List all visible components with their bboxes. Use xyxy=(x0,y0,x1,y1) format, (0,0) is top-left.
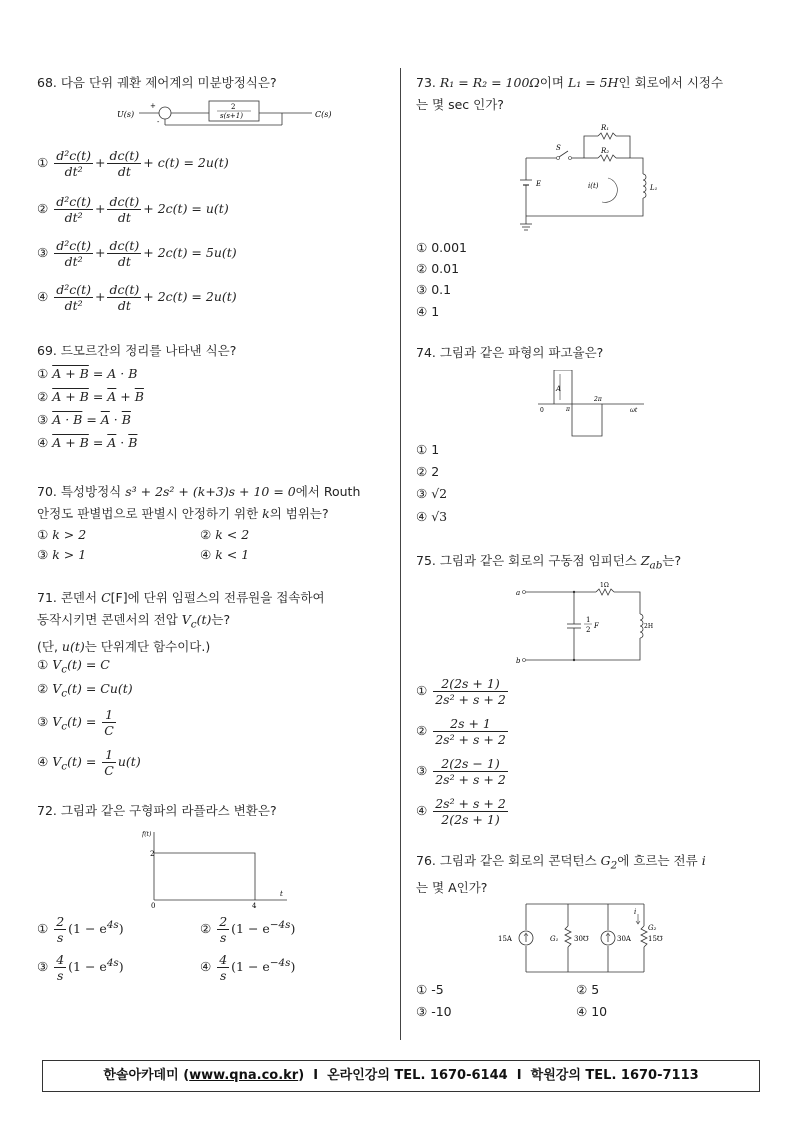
option-mark: ① xyxy=(37,657,49,672)
d2-denominator: dt² xyxy=(64,210,83,225)
text: 는? xyxy=(662,553,682,568)
d2-denominator: dt² xyxy=(64,298,83,313)
exponent: −4s xyxy=(269,918,291,931)
d2-numerator: d²c(t) xyxy=(56,238,91,253)
question-70 xyxy=(37,481,387,562)
option-mark: ③ xyxy=(37,959,49,974)
operator: · xyxy=(109,412,122,427)
z-symbol: Z xyxy=(640,553,650,568)
g2-label: G₂ xyxy=(648,924,657,932)
d1-denominator: dt xyxy=(117,254,131,269)
option-4[interactable] xyxy=(416,796,510,827)
g1-value: 30℧ xyxy=(574,935,589,943)
option-text: 1 xyxy=(431,442,440,457)
capacitance-c: C xyxy=(101,590,111,605)
switch-label: S xyxy=(556,144,561,152)
option-1[interactable] xyxy=(37,525,86,545)
vc-symbol: V xyxy=(52,681,62,696)
question-69 xyxy=(37,340,387,450)
option-rhs: = Cu(t) xyxy=(85,681,133,696)
frac-denominator: 2s² + s + 2 xyxy=(435,732,506,747)
expr-lhs: A + B xyxy=(52,389,89,404)
frac-denominator: 2(2s + 1) xyxy=(441,812,500,827)
option-mark: ② xyxy=(37,681,49,696)
paren: ) xyxy=(290,921,296,936)
equals: = xyxy=(86,412,97,427)
frac-denominator: 2s² + s + 2 xyxy=(435,692,506,707)
option-mark: ③ xyxy=(37,245,49,260)
terminal-a-label: a xyxy=(516,589,521,597)
source1-label: 15A xyxy=(498,935,512,943)
question-line-2 xyxy=(37,609,387,636)
option-rhs: = xyxy=(85,714,97,729)
feedback-block-diagram xyxy=(117,98,377,126)
frac-numerator: 2s² + s + 2 xyxy=(435,796,506,811)
variable-k: k xyxy=(262,506,270,521)
g-symbol: G xyxy=(600,853,611,868)
operator: + xyxy=(116,389,135,404)
option-1[interactable] xyxy=(416,238,467,258)
option-text: 0.001 xyxy=(431,240,467,255)
expr-lhs: A · B xyxy=(52,412,83,427)
option-mark: ③ xyxy=(37,714,49,729)
option-mark: ② xyxy=(37,389,49,404)
text: 동작시키면 콘덴서의 전압 xyxy=(37,612,178,627)
option-mark: ② xyxy=(416,261,428,276)
tf-denominator: s(s+1) xyxy=(220,112,243,120)
var-b-bar: $\overline{B}$ xyxy=(128,435,138,450)
option-4[interactable] xyxy=(37,433,137,453)
option-3[interactable] xyxy=(37,707,118,738)
cap-numerator: 1 xyxy=(586,616,591,624)
cap-denominator: 2 xyxy=(586,626,591,634)
online-phone: 온라인강의 TEL. 1670-6144 xyxy=(327,1068,508,1083)
option-text: -10 xyxy=(431,1004,452,1019)
g2-value: 15℧ xyxy=(648,935,663,943)
equation-rhs: + 2c(t) = 2u(t) xyxy=(143,289,237,304)
vc-argument: (t) xyxy=(67,754,82,769)
vc-subscript: c xyxy=(61,687,68,700)
option-mark: ① xyxy=(37,921,49,936)
vc-argument: (t) xyxy=(67,714,82,729)
amplitude-label: A xyxy=(556,385,562,393)
question-line-2 xyxy=(37,503,387,525)
input-label: U(s) xyxy=(117,110,135,119)
var-b-bar: $\overline{B}$ xyxy=(121,412,131,427)
option-1[interactable] xyxy=(37,364,137,384)
question-73 xyxy=(416,72,766,319)
expr-lhs: A + B xyxy=(52,366,89,381)
exponent: 4s xyxy=(106,918,119,931)
frac-denominator: s xyxy=(56,930,64,945)
minus-sign: - xyxy=(157,118,160,126)
text: 70. 특성방정식 xyxy=(37,484,122,499)
g-subscript: 2 xyxy=(610,859,618,872)
vc-symbol: V xyxy=(52,754,62,769)
frac-denominator: s xyxy=(56,968,64,983)
rl-circuit-diagram xyxy=(518,122,678,234)
frac-numerator: 4 xyxy=(56,952,65,967)
option-mark: ② xyxy=(200,921,212,936)
option-1[interactable] xyxy=(416,440,439,460)
option-mark: ③ xyxy=(416,763,428,778)
option-mark: ① xyxy=(416,982,428,997)
option-text: 10 xyxy=(591,1004,608,1019)
x-axis-label: t xyxy=(280,890,283,898)
option-text: 0.1 xyxy=(431,282,452,297)
tf-numerator: 2 xyxy=(231,103,236,111)
option-rhs: = xyxy=(85,754,97,769)
question-line-1 xyxy=(416,72,766,94)
d1-denominator: dt xyxy=(117,164,131,179)
option-text: 5 xyxy=(591,982,600,997)
square-pulse-graph xyxy=(142,828,292,908)
option-4[interactable] xyxy=(37,282,237,313)
option-3[interactable] xyxy=(37,238,237,269)
text: 76. 그림과 같은 회로의 콘덕턴스 xyxy=(416,853,597,868)
l1-label: L₁ xyxy=(650,184,658,192)
text: 안정도 판별법으로 판별시 안정하기 위한 xyxy=(37,506,259,521)
frac-numerator: 4 xyxy=(219,952,228,967)
d2-denominator: dt² xyxy=(64,254,83,269)
rlc-circuit-diagram xyxy=(516,582,656,666)
square-wave-graph xyxy=(536,370,646,440)
current-i-label: i xyxy=(634,908,637,916)
expr: (1 − e xyxy=(68,921,107,936)
zero-label: 0 xyxy=(540,407,544,414)
option-3[interactable] xyxy=(37,545,86,565)
current-divider-circuit xyxy=(494,900,664,976)
option-text: √3 xyxy=(431,509,448,524)
text: 에서 Routh xyxy=(295,484,361,499)
frac-numerator: 2(2s + 1) xyxy=(433,676,508,692)
vc-symbol: V xyxy=(52,657,62,672)
option-mark: ② xyxy=(416,723,428,738)
column-divider xyxy=(400,68,401,1040)
offline-phone: 학원강의 TEL. 1670-7113 xyxy=(530,1068,699,1083)
option-rhs: = C xyxy=(85,657,110,672)
option-mark: ④ xyxy=(200,959,212,974)
plus: + xyxy=(95,155,106,170)
option-mark: ④ xyxy=(416,803,428,818)
var-b-bar: $\overline{B}$ xyxy=(134,389,144,404)
option-2[interactable] xyxy=(37,387,144,407)
resistor-label: 1Ω xyxy=(600,582,609,589)
question-line-1 xyxy=(37,481,387,503)
equals: = xyxy=(92,435,104,450)
frac-numerator: 2s + 1 xyxy=(433,716,508,732)
var-a-bar: $\overline{A}$ xyxy=(100,412,110,427)
output-label: C(s) xyxy=(315,110,332,119)
option-mark: ③ xyxy=(416,1004,428,1019)
option-4[interactable] xyxy=(200,952,295,983)
resistor-equation: R₁ = R₂ = 100Ω xyxy=(439,75,540,90)
x-tick-0: 0 xyxy=(151,902,156,908)
source2-label: 30A xyxy=(617,935,631,943)
plus: + xyxy=(95,201,106,216)
option-text: -5 xyxy=(431,982,444,997)
option-1[interactable] xyxy=(37,914,124,945)
option-4[interactable] xyxy=(200,545,249,565)
d2-numerator: d²c(t) xyxy=(56,282,91,297)
option-2[interactable] xyxy=(416,716,510,747)
option-mark: ② xyxy=(416,464,428,479)
frac-denominator: C xyxy=(104,723,114,738)
question-76 xyxy=(416,850,766,1019)
equation-rhs: + 2c(t) = u(t) xyxy=(143,201,229,216)
current-label: i(t) xyxy=(588,182,599,190)
d1-numerator: dc(t) xyxy=(109,282,140,297)
frac-numerator: 2(2s − 1) xyxy=(433,756,508,772)
question-title: 72. 그림과 같은 구형파의 라플라스 변환은? xyxy=(37,803,277,818)
current-symbol: i xyxy=(701,853,706,868)
option-text: k < 1 xyxy=(215,547,250,562)
text: 73. xyxy=(416,75,436,90)
option-2[interactable] xyxy=(37,679,133,704)
question-line-1 xyxy=(416,850,766,877)
text: (단, xyxy=(37,638,58,654)
exponent: 4s xyxy=(106,956,119,969)
option-text: 1 xyxy=(431,304,440,319)
option-tail: u(t) xyxy=(117,754,141,769)
question-title: 74. 그림과 같은 파형의 파고율은? xyxy=(416,345,604,360)
text: 의 범위는? xyxy=(269,506,329,521)
option-4[interactable] xyxy=(416,302,439,322)
frac-denominator: C xyxy=(104,763,114,778)
question-68 xyxy=(37,72,387,313)
option-mark: ① xyxy=(37,366,49,381)
option-2[interactable] xyxy=(200,914,295,945)
equals: = xyxy=(92,389,104,404)
paren: ) xyxy=(118,959,124,974)
option-mark: ① xyxy=(416,442,428,457)
option-mark: ① xyxy=(416,683,428,698)
expr: (1 − e xyxy=(231,921,270,936)
question-title xyxy=(416,550,766,577)
question-line-1 xyxy=(37,587,387,609)
option-2[interactable] xyxy=(200,525,249,545)
site-link[interactable]: www.qna.co.kr xyxy=(189,1068,299,1083)
expr: (1 − e xyxy=(231,959,270,974)
expr-rhs: A · B xyxy=(107,366,138,381)
option-text: k > 2 xyxy=(52,527,87,542)
separator: I xyxy=(313,1068,319,1083)
option-4[interactable] xyxy=(416,507,447,527)
option-2[interactable] xyxy=(416,259,459,279)
option-text: √2 xyxy=(431,486,448,501)
inductor-label: 2H xyxy=(644,623,654,630)
d1-numerator: dc(t) xyxy=(109,194,140,209)
option-text: 0.01 xyxy=(431,261,460,276)
option-mark: ④ xyxy=(200,547,212,562)
plus: + xyxy=(95,289,106,304)
option-mark: ④ xyxy=(416,304,428,319)
unit-step: u(t) xyxy=(61,638,85,654)
text: 71. 콘덴서 xyxy=(37,590,98,605)
footer-banner: 한솔아카데미 (www.qna.co.kr) I 온라인강의 TEL. 1670-6144 I 학원강의 TEL. 1670-7113 xyxy=(42,1060,760,1092)
paren: ) xyxy=(290,959,296,974)
option-3[interactable] xyxy=(416,280,451,300)
question-title: 68. 다음 단위 궤환 제어계의 미분방정식은? xyxy=(37,75,277,90)
question-74 xyxy=(416,342,766,524)
option-text: k < 2 xyxy=(215,527,250,542)
plus: + xyxy=(95,245,106,260)
option-3[interactable] xyxy=(416,484,447,504)
var-a-bar: $\overline{A}$ xyxy=(107,389,117,404)
terminal-b-label: b xyxy=(516,657,521,665)
d2-denominator: dt² xyxy=(64,164,83,179)
question-72 xyxy=(37,800,387,983)
option-mark: ④ xyxy=(37,435,49,450)
option-3[interactable] xyxy=(37,952,124,983)
vc-argument: (t) xyxy=(67,681,82,696)
frac-denominator: s xyxy=(219,968,227,983)
y-tick-2: 2 xyxy=(150,850,155,858)
frac-numerator: 1 xyxy=(102,747,116,763)
option-mark: ③ xyxy=(416,486,428,501)
g1-label: G₁ xyxy=(550,935,559,943)
question-line-2: 는 몇 sec 인가? xyxy=(416,97,504,112)
option-mark: ② xyxy=(37,201,49,216)
frac-numerator: 1 xyxy=(102,707,116,723)
frac-denominator: s xyxy=(219,930,227,945)
option-1[interactable] xyxy=(37,655,110,680)
cap-unit: F xyxy=(594,622,599,630)
frac-denominator: 2s² + s + 2 xyxy=(435,772,506,787)
option-2[interactable] xyxy=(37,194,229,225)
text: 는? xyxy=(211,612,231,627)
d2-numerator: d²c(t) xyxy=(56,148,91,163)
option-4[interactable] xyxy=(576,1002,607,1022)
d1-denominator: dt xyxy=(117,298,131,313)
question-75 xyxy=(416,550,766,827)
vc-symbol: V xyxy=(181,612,191,627)
wt-label: ωt xyxy=(630,407,638,414)
brand-name: 한솔아카데미 xyxy=(103,1068,179,1083)
text: 는 단위계단 함수이다.) xyxy=(84,638,211,654)
text: 75. 그림과 같은 회로의 구동점 임피던스 xyxy=(416,553,637,568)
vc-symbol: V xyxy=(52,714,62,729)
option-1[interactable] xyxy=(416,980,444,1000)
option-mark: ④ xyxy=(416,509,428,524)
operator: · xyxy=(116,435,129,450)
text: 에 흐르는 전류 xyxy=(617,853,698,868)
pi-label: π xyxy=(566,406,570,413)
frac-numerator: 2 xyxy=(56,914,65,929)
option-2[interactable] xyxy=(416,462,439,482)
vc-subscript: c xyxy=(61,663,68,676)
d1-denominator: dt xyxy=(117,210,131,225)
inductor-equation: L₁ = 5H xyxy=(567,75,619,90)
option-mark: ① xyxy=(37,527,49,542)
equals: = xyxy=(92,366,104,381)
two-pi-label: 2π xyxy=(594,396,602,403)
option-mark: ④ xyxy=(37,289,49,304)
vc-argument: (t) xyxy=(196,612,212,627)
y-axis-label: f(t) xyxy=(142,831,152,838)
option-mark: ③ xyxy=(416,282,428,297)
d1-numerator: dc(t) xyxy=(109,238,140,253)
frac-numerator: 2 xyxy=(219,914,228,929)
option-mark: ② xyxy=(576,982,588,997)
vc-subscript: c xyxy=(190,618,197,631)
vc-argument: (t) xyxy=(67,657,82,672)
r2-label: R₂ xyxy=(601,147,610,155)
vc-subscript: c xyxy=(61,760,68,773)
vc-subscript: c xyxy=(61,720,68,733)
option-mark: ① xyxy=(416,240,428,255)
r1-label: R₁ xyxy=(601,124,610,132)
option-mark: ③ xyxy=(37,412,49,427)
source-label: E xyxy=(536,180,542,188)
option-3[interactable] xyxy=(416,756,510,787)
text: 인 회로에서 시정수 xyxy=(618,75,724,90)
equation-rhs: + 2c(t) = 5u(t) xyxy=(143,245,237,260)
d2-numerator: d²c(t) xyxy=(56,194,91,209)
separator: I xyxy=(516,1068,522,1083)
question-title: 69. 드모르간의 정리를 나타낸 식은? xyxy=(37,343,237,358)
option-mark: ④ xyxy=(37,754,49,769)
question-71 xyxy=(37,587,387,778)
text: [F]에 단위 임펄스의 전류원을 접속하여 xyxy=(110,590,325,605)
paren: ) xyxy=(118,921,124,936)
expr: (1 − e xyxy=(68,959,107,974)
option-mark: ④ xyxy=(576,1004,588,1019)
expr-lhs: A + B xyxy=(52,435,89,450)
option-1[interactable] xyxy=(37,148,229,179)
text: 이며 xyxy=(539,75,564,90)
option-4[interactable] xyxy=(37,747,141,778)
option-text: 2 xyxy=(431,464,440,479)
option-mark: ② xyxy=(200,527,212,542)
d1-numerator: dc(t) xyxy=(109,148,140,163)
question-line-2: 는 몇 A인가? xyxy=(416,879,488,895)
option-3[interactable] xyxy=(37,410,131,430)
characteristic-equation: s³ + 2s² + (k+3)s + 10 = 0 xyxy=(125,484,296,499)
var-a-bar: $\overline{A}$ xyxy=(107,435,117,450)
exponent: −4s xyxy=(269,956,291,969)
plus-sign: + xyxy=(150,102,156,110)
option-3[interactable] xyxy=(416,1002,452,1022)
option-mark: ① xyxy=(37,155,49,170)
z-subscript: ab xyxy=(649,559,663,572)
x-tick-4: 4 xyxy=(252,902,257,908)
option-1[interactable] xyxy=(416,676,510,707)
option-mark: ③ xyxy=(37,547,49,562)
option-2[interactable] xyxy=(576,980,599,1000)
equation-rhs: + c(t) = 2u(t) xyxy=(143,155,229,170)
option-text: k > 1 xyxy=(52,547,87,562)
